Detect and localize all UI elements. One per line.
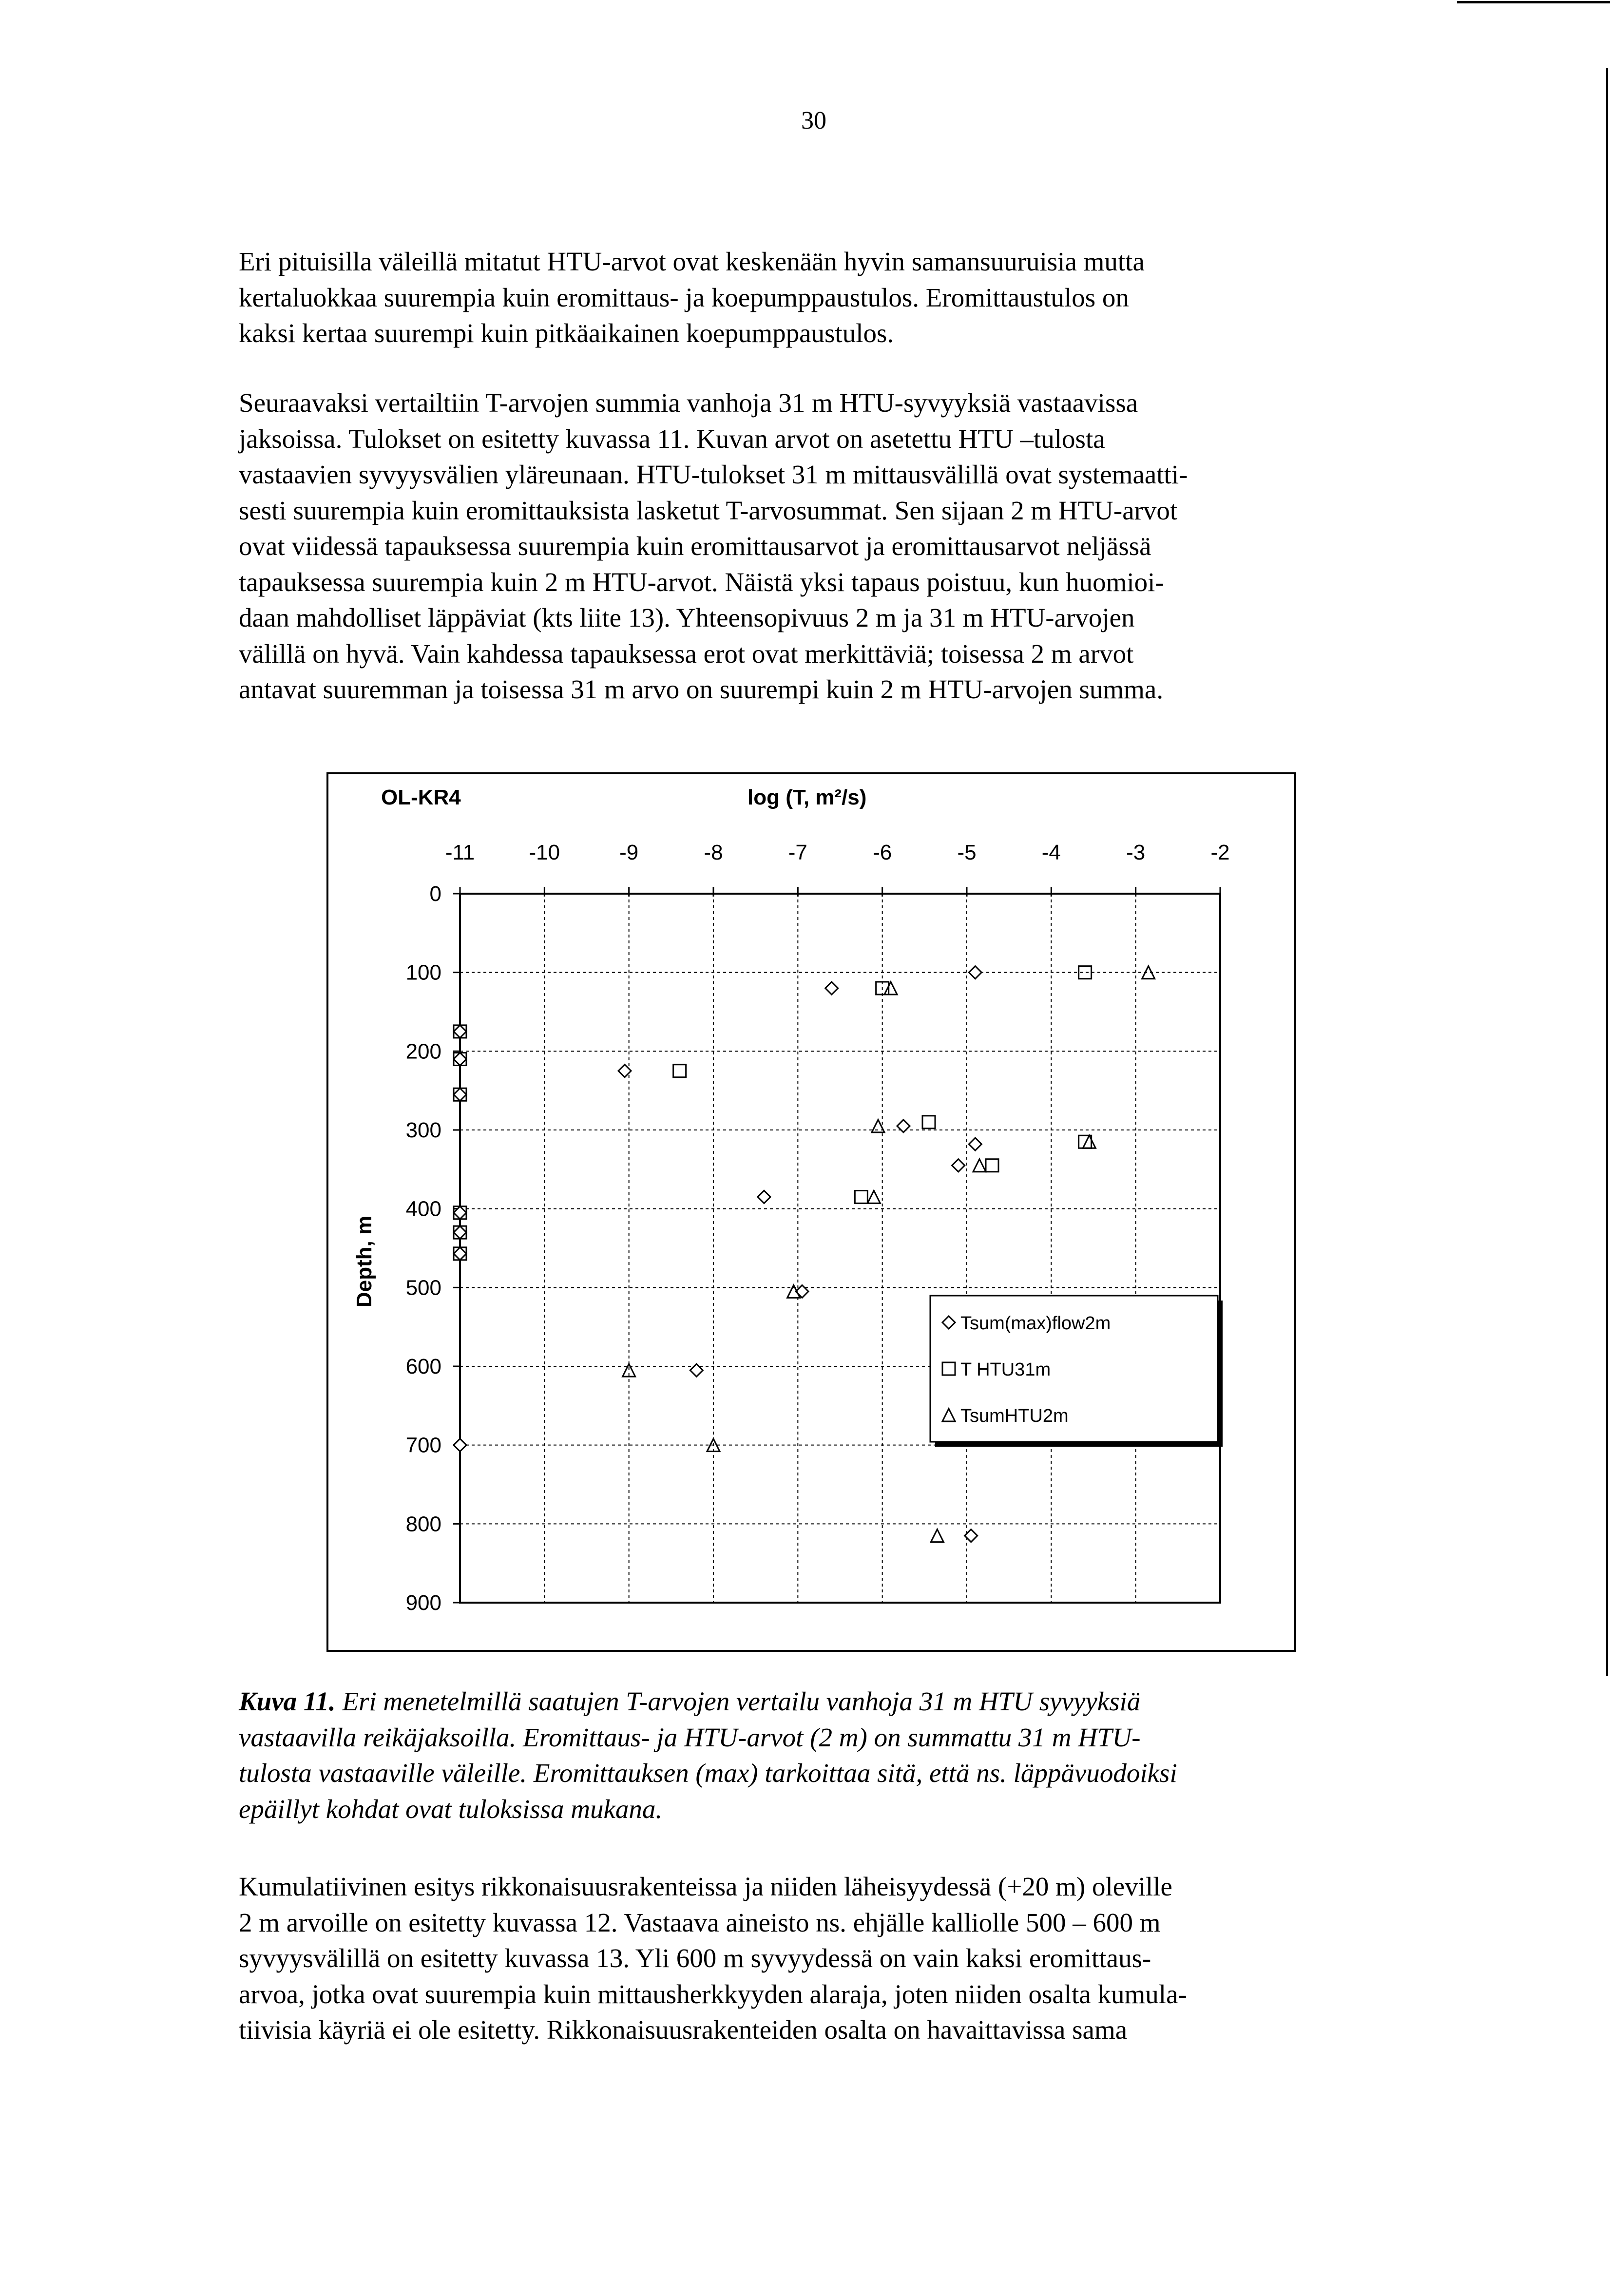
text-line: sesti suurempia kuin eromittauksista lasketut T-arvosummat. Sen sijaan 2 m HTU-arvot — [239, 495, 1178, 525]
square-marker — [673, 1065, 686, 1077]
triangle-marker — [973, 1159, 986, 1172]
y-tick-label: 500 — [405, 1276, 441, 1300]
diamond-marker — [897, 1120, 910, 1132]
x-tick-label: -5 — [957, 841, 977, 864]
diamond-marker — [454, 1247, 466, 1260]
diamond-marker — [969, 1138, 981, 1150]
square-marker — [986, 1159, 998, 1172]
legend-entry-label: Tsum(max)flow2m — [960, 1313, 1111, 1334]
y-tick-label: 800 — [405, 1512, 441, 1536]
y-tick-label: 200 — [405, 1039, 441, 1064]
text-line: jaksoissa. Tulokset on esitetty kuvassa 11. Kuvan arvot on asetettu HTU –tulosta — [239, 423, 1105, 454]
x-tick-label: -3 — [1126, 841, 1146, 864]
text-line: tiivisia käyriä ei ole esitetty. Rikkonaisuusrakenteiden osalta on havaittavissa sama — [239, 2015, 1128, 2045]
x-tick-label: -10 — [529, 841, 560, 864]
text-line: arvoa, jotka ovat suurempia kuin mittausherkkyyden alaraja, joten niiden osalta kumula- — [239, 1979, 1187, 2009]
x-axis-title: log (T, m²/s) — [748, 785, 867, 809]
diamond-marker — [454, 1053, 466, 1066]
triangle-marker — [1083, 1135, 1095, 1148]
text-line: Eri pituisilla väleillä mitatut HTU-arvot ovat keskenään hyvin samansuuruisia mutta — [239, 247, 1145, 276]
scan-edge-line — [1457, 1, 1610, 3]
y-tick-label: 100 — [405, 960, 441, 985]
x-tick-label: -9 — [619, 841, 639, 864]
x-tick-label: -7 — [788, 841, 807, 864]
plot-area-border — [460, 894, 1220, 1603]
y-tick-label: 900 — [405, 1591, 441, 1615]
caption-line: vastaavilla reikäjaksoilla. Eromittaus- ja HTU-arvot (2 m) on summattu 31 m HTU- — [239, 1722, 1141, 1752]
text-line: tapauksessa suurempia kuin 2 m HTU-arvot. Näistä yksi tapaus poistuu, kun huomioi- — [239, 567, 1164, 597]
triangle-marker — [931, 1530, 943, 1542]
square-marker — [855, 1190, 867, 1203]
text-line: kertaluokkaa suurempia kuin eromittaus- ja koepumppaustulos. Eromittaustulos on — [239, 282, 1129, 312]
x-tick-label: -4 — [1041, 841, 1061, 864]
text-line: välillä on hyvä. Vain kahdessa tapauksessa erot ovat merkittäviä; toisessa 2 m arvot — [239, 638, 1134, 669]
paragraph-1 — [239, 244, 1394, 351]
figure-caption — [239, 1684, 1394, 1827]
diamond-marker — [952, 1159, 965, 1172]
diamond-marker — [454, 1088, 466, 1101]
text-line: Seuraavaksi vertailtiin T-arvojen summia vanhoja 31 m HTU-syvyyksiä vastaavissa — [239, 388, 1138, 418]
caption-label: Kuva 11. — [239, 1686, 336, 1716]
text-line: kaksi kertaa suurempi kuin pitkäaikainen koepumppaustulos. — [239, 318, 894, 348]
diamond-marker — [454, 1025, 466, 1038]
paragraph-2 — [239, 385, 1394, 708]
square-marker — [922, 1116, 935, 1129]
figure-chart — [326, 772, 1296, 1652]
caption-line-1 — [239, 1684, 1394, 1720]
y-axis-label: Depth, m — [352, 1215, 376, 1308]
y-tick-label: 400 — [405, 1197, 441, 1221]
diamond-marker — [825, 982, 838, 995]
y-tick-label: 300 — [405, 1118, 441, 1142]
triangle-marker — [872, 1120, 884, 1132]
triangle-marker — [884, 982, 897, 995]
text-line: antavat suuremman ja toisessa 31 m arvo on suurempi kuin 2 m HTU-arvojen summa. — [239, 674, 1164, 704]
x-tick-label: -6 — [873, 841, 892, 864]
diamond-marker — [969, 966, 981, 979]
x-tick-label: -2 — [1210, 841, 1230, 864]
chart-svg — [328, 774, 1298, 1654]
caption-line: epäillyt kohdat ovat tuloksissa mukana. — [239, 1794, 663, 1824]
x-tick-label: -11 — [445, 841, 475, 864]
caption-text: Eri menetelmillä saatujen T-arvojen vertailu vanhoja 31 m HTU syvyyksiä — [335, 1686, 1141, 1716]
text-line: vastaavien syvyysvälien yläreunaan. HTU-tulokset 31 m mittausvälillä ovat systemaatti- — [239, 459, 1188, 489]
text-line: 2 m arvoille on esitetty kuvassa 12. Vastaava aineisto ns. ehjälle kalliolle 500 – 600 m — [239, 1907, 1161, 1937]
y-tick-label: 700 — [405, 1433, 441, 1457]
diamond-marker — [454, 1226, 466, 1239]
y-tick-label: 0 — [429, 882, 441, 906]
text-line: Kumulatiivinen esitys rikkonaisuusrakenteissa ja niiden läheisyydessä (+20 m) oleville — [239, 1872, 1172, 1901]
legend-entry-label: TsumHTU2m — [960, 1406, 1069, 1426]
caption-line: tulosta vastaaville väleille. Eromittauksen (max) tarkoittaa sitä, että ns. läppävuodoiksi — [239, 1758, 1177, 1788]
diamond-marker — [454, 1439, 466, 1452]
text-line: ovat viidessä tapauksessa suurempia kuin eromittausarvot ja eromittausarvot neljässä — [239, 531, 1151, 561]
legend-entry-label: T HTU31m — [960, 1359, 1051, 1380]
diamond-marker — [690, 1364, 703, 1377]
text-line: syvyysvälillä on esitetty kuvassa 13. Yli 600 m syvyydessä on vain kaksi eromittaus- — [239, 1943, 1151, 1973]
scan-edge-line — [1606, 68, 1608, 1676]
diamond-marker — [758, 1190, 770, 1203]
page-number: 30 — [801, 107, 826, 134]
triangle-marker — [867, 1190, 880, 1203]
text-line: daan mahdolliset läppäviat (kts liite 13). Yhteensopivuus 2 m ja 31 m HTU-arvojen — [239, 603, 1135, 632]
paragraph-3 — [239, 1869, 1394, 2048]
x-tick-label: -8 — [704, 841, 723, 864]
y-tick-label: 600 — [405, 1355, 441, 1378]
chart-title: OL-KR4 — [381, 785, 461, 809]
